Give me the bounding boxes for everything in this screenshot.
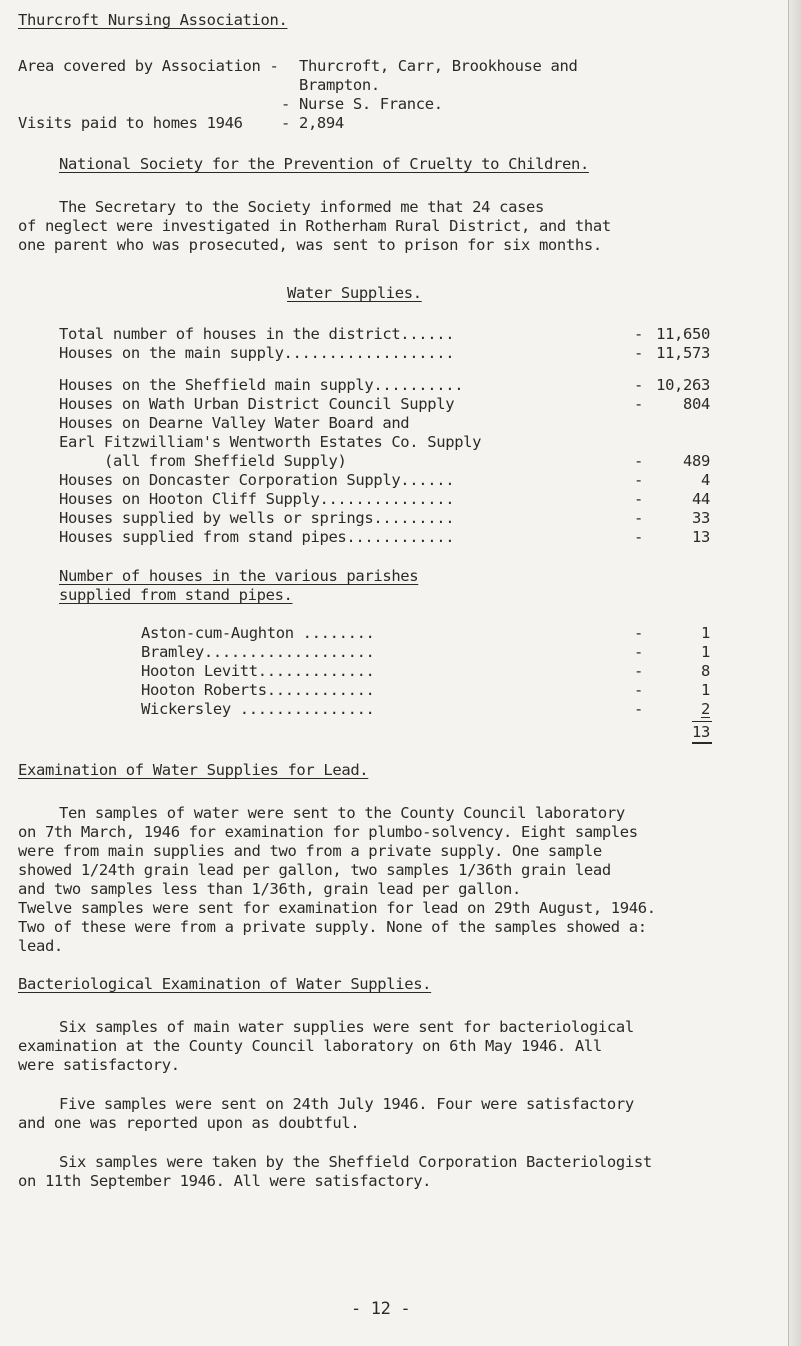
parish-name: Hooton Levitt............. (141, 662, 375, 680)
water-row-label: Houses supplied by wells or springs......... (59, 509, 455, 527)
dash: - (634, 395, 643, 413)
dash: - (634, 344, 643, 362)
parish-name: Aston-cum-Aughton ........ (141, 624, 375, 642)
water-row-value: 33 (692, 509, 710, 527)
water-row-label: Houses on Wath Urban District Council Supply (59, 395, 455, 413)
water-row-label: (all from Sheffield Supply) (104, 452, 347, 470)
area-label: Area covered by Association - (18, 57, 279, 75)
water-row-label: Houses on the main supply................... (59, 344, 455, 362)
water-row-label: Houses on the Sheffield main supply.......... (59, 376, 464, 394)
parishes-heading: Number of houses in the various parishes (59, 567, 419, 585)
dash: - (634, 376, 643, 394)
lead-line: and two samples less than 1/36th, grain lead per gallon. (18, 880, 521, 898)
lead-line: were from main supplies and two from a private supply. One sample (18, 842, 602, 860)
water-row-label: Houses on Hooton Cliff Supply............... (59, 490, 455, 508)
nspcc-line: of neglect were investigated in Rotherham Rural District, and that (18, 217, 611, 235)
bacteriological-line: examination at the County Council laboratory on 6th May 1946. All (18, 1037, 602, 1055)
water-row-label: Houses on Doncaster Corporation Supply...... (59, 471, 455, 489)
lead-line: on 7th March, 1946 for examination for plumbo-solvency. Eight samples (18, 823, 638, 841)
thurcroft-heading: Thurcroft Nursing Association. (18, 11, 288, 29)
area-value-1: Thurcroft, Carr, Brookhouse and (299, 57, 578, 75)
lead-heading: Examination of Water Supplies for Lead. (18, 761, 369, 779)
bacteriological-heading: Bacteriological Examination of Water Supplies. (18, 975, 432, 993)
bacteriological-line: Six samples were taken by the Sheffield Corporation Bacteriologist (59, 1153, 652, 1171)
dash: - (634, 700, 643, 718)
bacteriological-line: were satisfactory. (18, 1056, 180, 1074)
dash: - (634, 643, 643, 661)
dash: - (634, 624, 643, 642)
water-row-label: Houses supplied from stand pipes............ (59, 528, 455, 546)
page-number: - 12 - (351, 1299, 411, 1319)
dash: - (634, 662, 643, 680)
water-row-value: 10,263 (656, 376, 710, 394)
parish-value: 8 (701, 662, 710, 680)
parish-name: Hooton Roberts............ (141, 681, 375, 699)
nspcc-line: one parent who was prosecuted, was sent to prison for six months. (18, 236, 602, 254)
dash: - (634, 471, 643, 489)
bacteriological-line: Five samples were sent on 24th July 1946. Four were satisfactory (59, 1095, 634, 1113)
bacteriological-line: Six samples of main water supplies were sent for bacteriological (59, 1018, 634, 1036)
total-rule (692, 742, 712, 744)
dash: - (634, 490, 643, 508)
parish-value: 1 (701, 643, 710, 661)
parish-value: 2 (701, 700, 710, 718)
water-row-value: 804 (683, 395, 710, 413)
water-row-value: 44 (692, 490, 710, 508)
area-value-2: Brampton. (299, 76, 380, 94)
parish-name: Bramley................... (141, 643, 375, 661)
dash: - (634, 509, 643, 527)
nurse-line: - Nurse S. France. (281, 95, 443, 113)
bacteriological-line: on 11th September 1946. All were satisfactory. (18, 1172, 432, 1190)
water-row-value: 4 (701, 471, 710, 489)
water-row-label: Earl Fitzwilliam's Wentworth Estates Co. Supply (59, 433, 482, 451)
nspcc-line: The Secretary to the Society informed me that 24 cases (59, 198, 545, 216)
visits-value: - 2,894 (281, 114, 344, 132)
page-edge (788, 0, 801, 1346)
parishes-heading: supplied from stand pipes. (59, 586, 293, 604)
dash: - (634, 452, 643, 470)
lead-line: lead. (18, 937, 63, 955)
parish-name: Wickersley ............... (141, 700, 375, 718)
dash: - (634, 528, 643, 546)
water-row-value: 489 (683, 452, 710, 470)
bacteriological-line: and one was reported upon as doubtful. (18, 1114, 360, 1132)
water-row-label: Houses on Dearne Valley Water Board and (59, 414, 410, 432)
dash: - (634, 325, 643, 343)
dash: - (634, 681, 643, 699)
water-row-label: Total number of houses in the district...... (59, 325, 455, 343)
lead-line: showed 1/24th grain lead per gallon, two samples 1/36th grain lead (18, 861, 611, 879)
water-row-value: 11,650 (656, 325, 710, 343)
water-row-value: 13 (692, 528, 710, 546)
parish-total: 13 (692, 723, 710, 741)
visits-label: Visits paid to homes 1946 (18, 114, 243, 132)
parish-value: 1 (701, 624, 710, 642)
lead-line: Ten samples of water were sent to the County Council laboratory (59, 804, 625, 822)
water-row-value: 11,573 (656, 344, 710, 362)
lead-line: Two of these were from a private supply. None of the samples showed a: (18, 918, 647, 936)
parish-value: 1 (701, 681, 710, 699)
water-heading: Water Supplies. (287, 284, 422, 302)
nspcc-heading: National Society for the Prevention of Cruelty to Children. (59, 155, 589, 173)
lead-line: Twelve samples were sent for examination for lead on 29th August, 1946. (18, 899, 656, 917)
